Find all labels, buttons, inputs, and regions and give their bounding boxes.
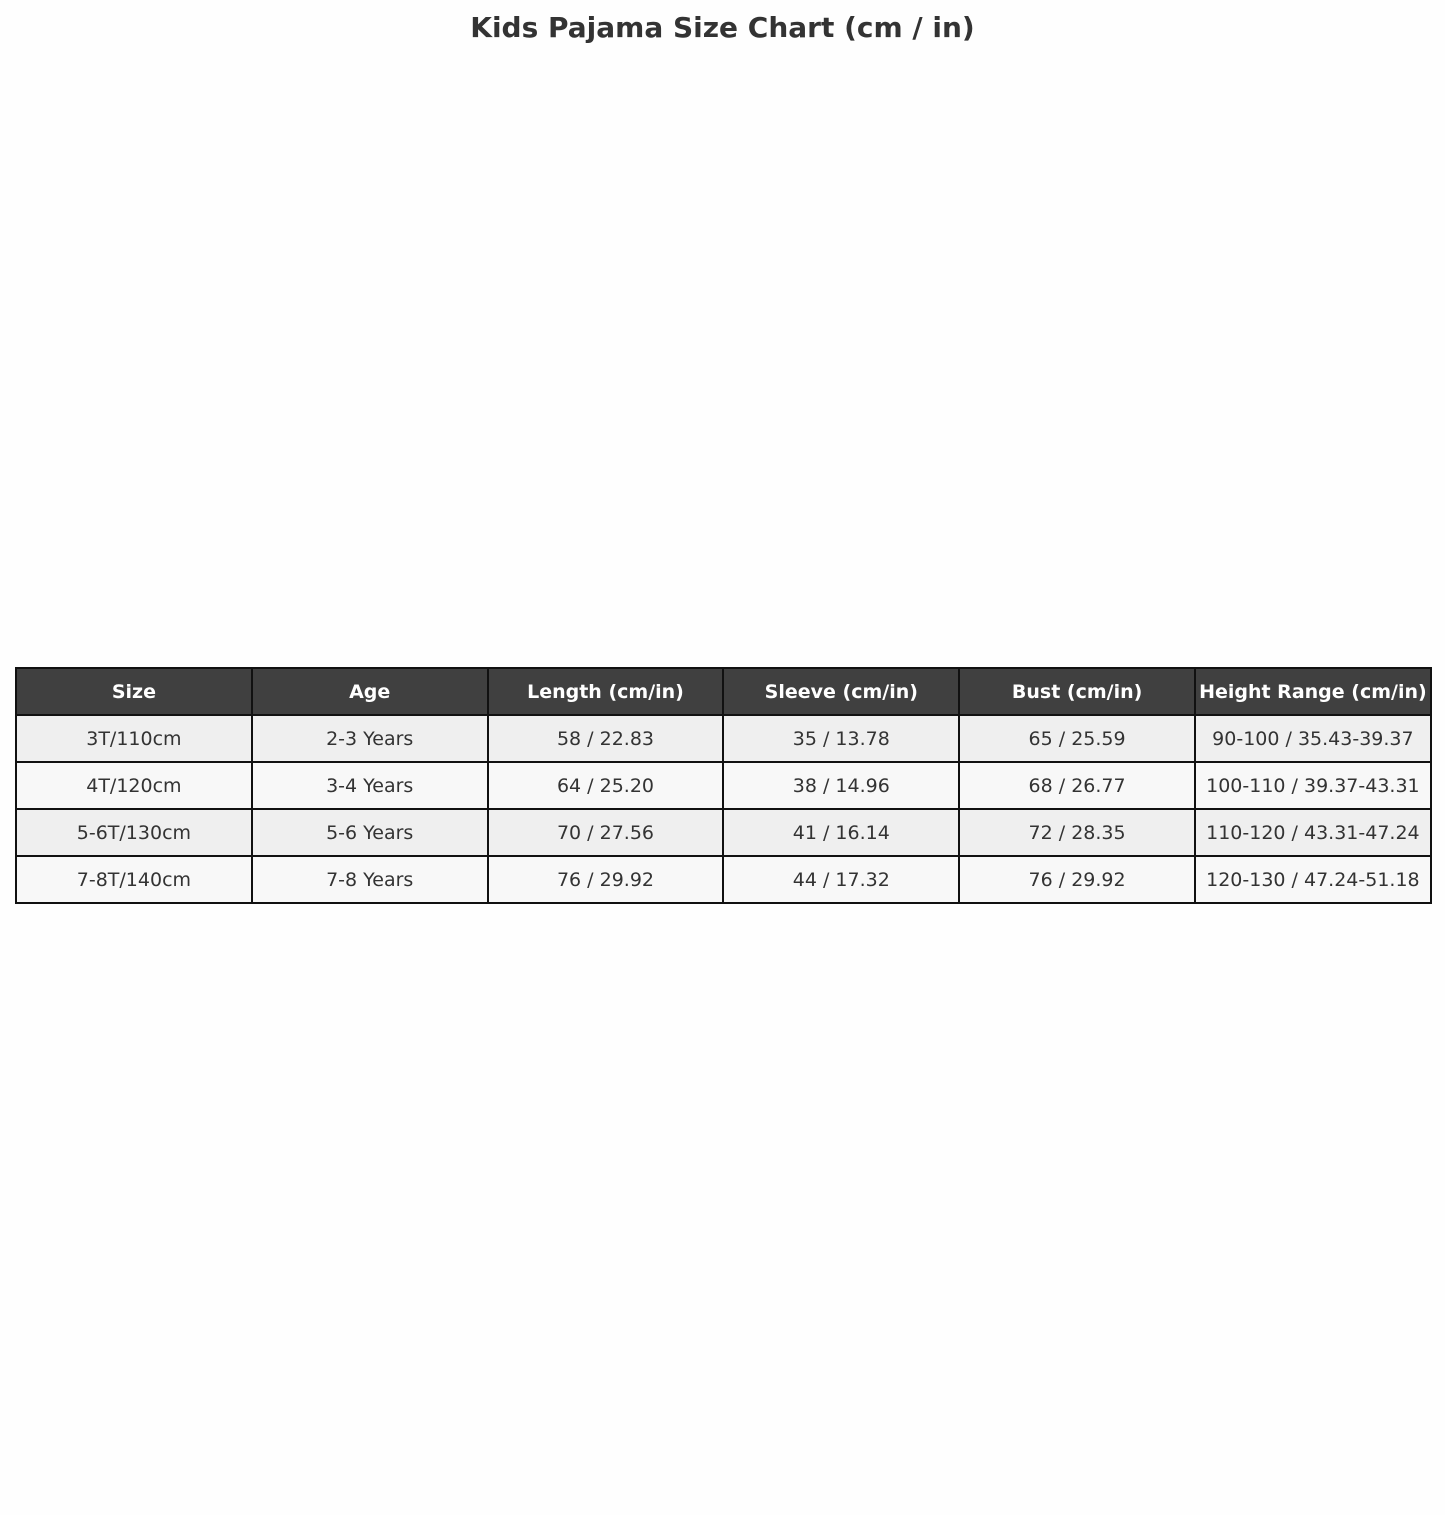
header-age: Age	[252, 668, 488, 715]
cell-age: 5-6 Years	[252, 809, 488, 856]
cell-sleeve: 41 / 16.14	[723, 809, 959, 856]
header-size: Size	[16, 668, 252, 715]
cell-sleeve: 38 / 14.96	[723, 762, 959, 809]
size-chart-table	[15, 667, 1432, 904]
cell-height-range: 120-130 / 47.24-51.18	[1195, 856, 1431, 903]
table-header-row	[16, 668, 1431, 715]
header-height-range: Height Range (cm/in)	[1195, 668, 1431, 715]
table-row	[16, 809, 1431, 856]
header-sleeve: Sleeve (cm/in)	[723, 668, 959, 715]
header-length: Length (cm/in)	[488, 668, 724, 715]
cell-sleeve: 35 / 13.78	[723, 715, 959, 762]
table-row	[16, 856, 1431, 903]
cell-size: 5-6T/130cm	[16, 809, 252, 856]
table-row	[16, 762, 1431, 809]
table-row	[16, 715, 1431, 762]
cell-size: 4T/120cm	[16, 762, 252, 809]
cell-height-range: 110-120 / 43.31-47.24	[1195, 809, 1431, 856]
cell-age: 7-8 Years	[252, 856, 488, 903]
cell-height-range: 90-100 / 35.43-39.37	[1195, 715, 1431, 762]
cell-length: 76 / 29.92	[488, 856, 724, 903]
cell-bust: 68 / 26.77	[959, 762, 1195, 809]
cell-size: 3T/110cm	[16, 715, 252, 762]
cell-bust: 72 / 28.35	[959, 809, 1195, 856]
cell-height-range: 100-110 / 39.37-43.31	[1195, 762, 1431, 809]
cell-size: 7-8T/140cm	[16, 856, 252, 903]
cell-age: 3-4 Years	[252, 762, 488, 809]
cell-length: 70 / 27.56	[488, 809, 724, 856]
cell-age: 2-3 Years	[252, 715, 488, 762]
cell-bust: 76 / 29.92	[959, 856, 1195, 903]
header-bust: Bust (cm/in)	[959, 668, 1195, 715]
cell-sleeve: 44 / 17.32	[723, 856, 959, 903]
cell-bust: 65 / 25.59	[959, 715, 1195, 762]
chart-title: Kids Pajama Size Chart (cm / in)	[470, 11, 975, 44]
cell-length: 64 / 25.20	[488, 762, 724, 809]
cell-length: 58 / 22.83	[488, 715, 724, 762]
